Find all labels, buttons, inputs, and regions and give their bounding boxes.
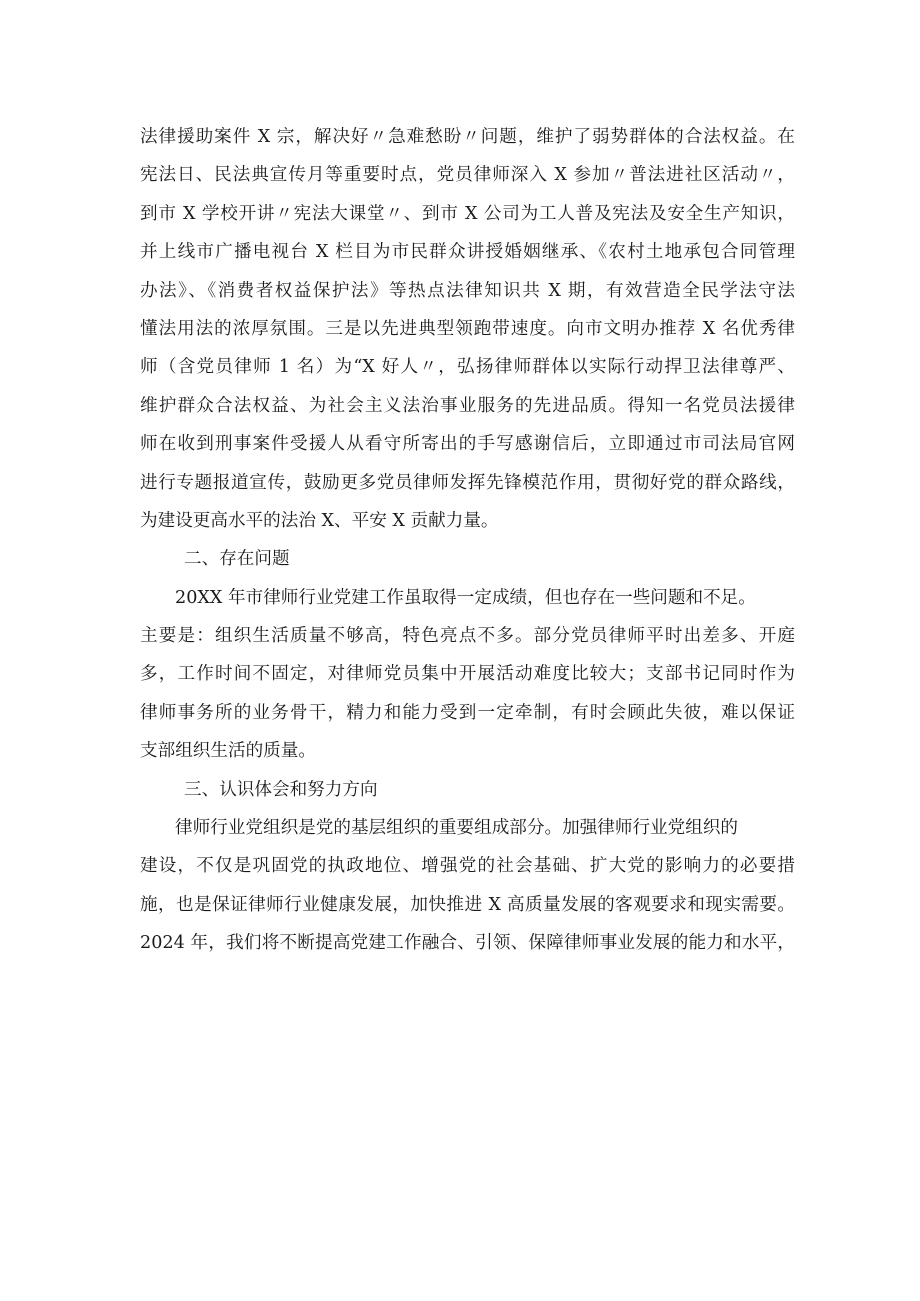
- text-line: 并上线市广播电视台 X 栏目为市民群众讲授婚姻继承、《农村土地承包合同管理: [140, 242, 795, 263]
- text-line: 进行专题报道宣传，鼓励更多党员律师发挥先锋模范作用，贯彻好党的群众路线，: [140, 472, 795, 493]
- text-line: 建设，不仅是巩固党的执政地位、增强党的社会基础、扩大党的影响力的必要措: [140, 856, 795, 877]
- text-line: 律师事务所的业务骨干，精力和能力受到一定牵制，有时会顾此失彼，难以保证: [140, 702, 795, 723]
- section-heading: 三、认识体会和努力方向: [184, 779, 378, 800]
- text-line: 20XX 年市律师行业党建工作虽取得一定成绩，但也存在一些问题和不足。: [175, 587, 756, 608]
- text-line: 维护群众合法权益、为社会主义法治事业服务的先进品质。得知一名党员法援律: [140, 395, 795, 416]
- text-line: 宪法日、民法典宣传月等重要时点，党员律师深入 X 参加〃普法进社区活动〃，: [140, 165, 795, 186]
- document-body: [140, 118, 795, 963]
- section-heading: 二、存在问题: [184, 549, 290, 570]
- text-line: 到市 X 学校开讲〃宪法大课堂〃、到市 X 公司为工人普及宪法及安全生产知识，: [140, 203, 795, 224]
- text-lines: [140, 118, 795, 963]
- text-line: 施，也是保证律师行业健康发展，加快推进 X 高质量发展的客观要求和现实需要。: [140, 894, 795, 915]
- text-line: 律师行业党组织是党的基层组织的重要组成部分。加强律师行业党组织的: [175, 818, 739, 839]
- text-line: 办法》、《消费者权益保护法》等热点法律知识共 X 期，有效营造全民学法守法: [140, 280, 795, 301]
- text-line: 师（含党员律师 1 名）为“X 好人〃，弘扬律师群体以实际行动捍卫法律尊严、: [140, 357, 795, 378]
- text-line: 法律援助案件 X 宗，解决好〃急难愁盼〃问题，维护了弱势群体的合法权益。在: [140, 127, 795, 147]
- text-line: 主要是：组织生活质量不够高，特色亮点不多。部分党员律师平时出差多、开庭: [140, 626, 795, 647]
- text-line: 支部组织生活的质量。: [140, 741, 316, 762]
- text-line: 懂法用法的浓厚氛围。三是以先进典型领跑带速度。向市文明办推荐 X 名优秀律: [140, 318, 795, 339]
- text-line: 为建设更高水平的法治 X、平安 X 贡献力量。: [140, 510, 499, 531]
- text-line: 师在收到刑事案件受援人从看守所寄出的手写感谢信后，立即通过市司法局官网: [140, 434, 795, 455]
- text-line: 2024 年，我们将不断提高党建工作融合、引领、保障律师事业发展的能力和水平，: [140, 933, 795, 954]
- text-line: 多，工作时间不固定，对律师党员集中开展活动难度比较大；支部书记同时作为: [140, 664, 795, 685]
